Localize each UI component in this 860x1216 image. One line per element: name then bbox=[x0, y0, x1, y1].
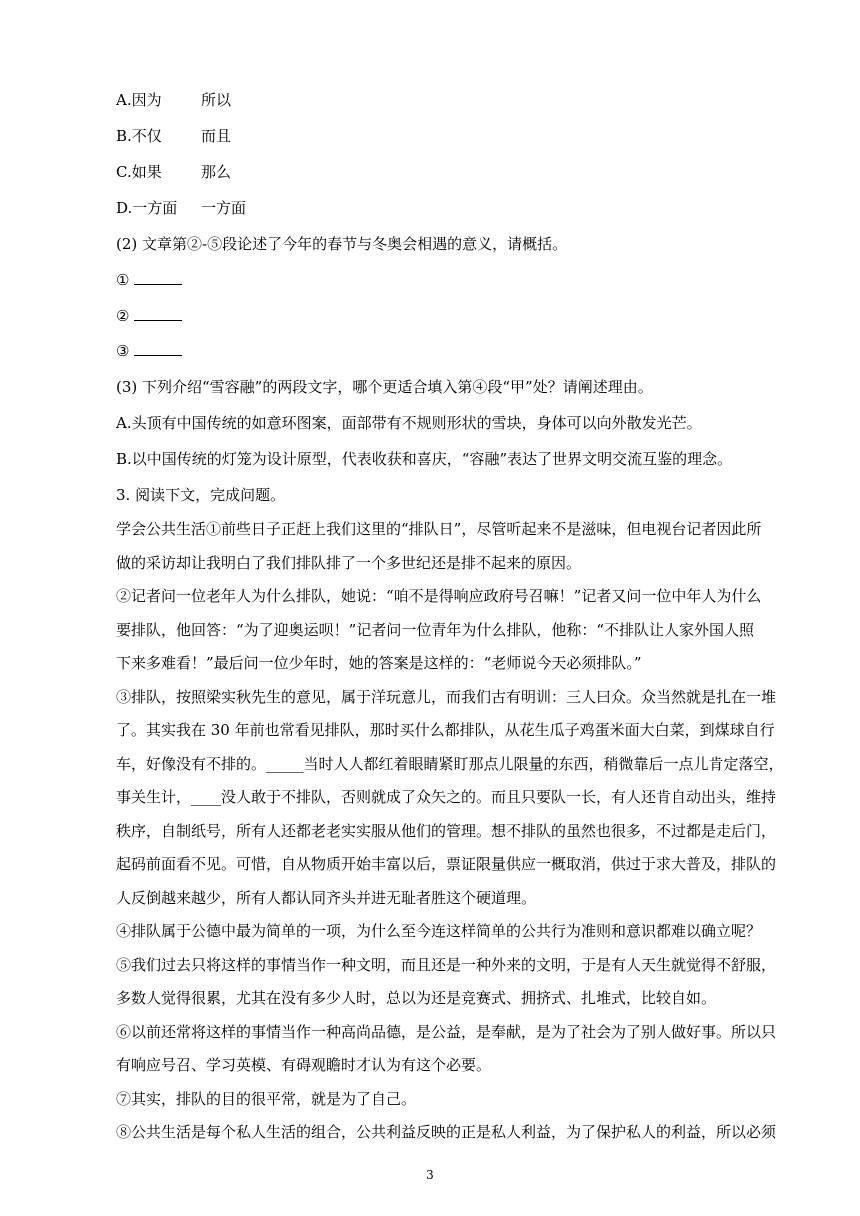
passage-line: 有响应号召、学习英模、有碍观瞻时才认为有这个必要。 bbox=[116, 1056, 492, 1074]
passage-line: 要排队，他回答：“为了迎奥运呗！”记者问一位青年为什么排队，他称：“不排队让人家外国人照 bbox=[116, 620, 755, 639]
question-3-option-b: B.以中国传统的灯笼为设计原型，代表收获和喜庆，“容融”表达了世界文明交流互鉴的理念。 bbox=[116, 450, 733, 468]
passage-line: 了。其实我在 30 年前也常看见排队，那时买什么都排队，从花生瓜子鸡蛋米面大白菜，到煤球自行 bbox=[116, 721, 775, 739]
option-second: 那么 bbox=[201, 163, 232, 181]
question-3-option-a: A.头顶有中国传统的如意环图案，面部带有不规则形状的雪块，身体可以向外散发光芒。 bbox=[116, 414, 702, 432]
passage-line: ④排队属于公德中最为简单的一项，为什么至今连这样简单的公共行为准则和意识都难以确立呢？ bbox=[116, 922, 762, 940]
passage-line: 学会公共生活①前些日子正赶上我们这里的“排队日”，尽管听起来不是滋味，但电视台记者因此所 bbox=[116, 520, 762, 538]
reading-passage bbox=[116, 519, 784, 1156]
answer-number: ② bbox=[116, 307, 130, 325]
option-letter: B.不仅 bbox=[116, 127, 162, 145]
passage-line: 起码前面看不见。可惜，自从物质开始丰富以后，票证限量供应一概取消，供过于求大普及，排队的 bbox=[116, 855, 777, 873]
passage-line: ⑥以前还常将这样的事情当作一种高尚品德，是公益，是奉献，是为了社会为了别人做好事。所以只 bbox=[116, 1022, 777, 1041]
option-second: 一方面 bbox=[201, 199, 247, 217]
option-d bbox=[116, 198, 246, 218]
passage-line: 多数人觉得很累，尤其在没有多少人时，总以为还是竞赛式、拥挤式、扎堆式，比较自如。 bbox=[116, 989, 717, 1007]
passage-line: 秩序，自制纸号，所有人还都老老实实服从他们的管理。想不排队的虽然也很多，不过都是走后门， bbox=[116, 821, 777, 840]
answer-line-3 bbox=[116, 341, 182, 361]
answer-line-2 bbox=[116, 306, 182, 326]
passage-line: ③排队，按照梁实秋先生的意见，属于洋玩意儿，而我们古有明训：三人曰众。众当然就是扎在一堆 bbox=[116, 687, 777, 706]
option-c bbox=[116, 162, 231, 182]
option-letter: D.一方面 bbox=[116, 199, 178, 217]
answer-number: ① bbox=[116, 271, 130, 289]
answer-number: ③ bbox=[116, 342, 130, 360]
question-2-prompt: (2) 文章第②-⑤段论述了今年的春节与冬奥会相遇的意义，请概括。 bbox=[116, 235, 568, 253]
passage-line: ⑦其实，排队的目的很平常，就是为了自己。 bbox=[116, 1089, 417, 1108]
passage-line: 事关生计，____没人敢于不排队，否则就成了众矢之的。而且只要队一长，有人还肯自动出头，维持 bbox=[116, 788, 777, 806]
passage-line: ②记者问一位老年人为什么排队，她说：“咱不是得响应政府号召嘛！”记者又问一位中年人为什么 bbox=[116, 587, 762, 605]
answer-line-1 bbox=[116, 270, 182, 290]
answer-blank bbox=[134, 270, 182, 285]
option-letter: A.因为 bbox=[116, 91, 162, 109]
passage-line: ⑤我们过去只将这样的事情当作一种文明，而且还是一种外来的文明，于是有人天生就觉得不舒服， bbox=[116, 955, 777, 974]
passage-line: 车，好像没有不排的。_____当时人人都红着眼睛紧盯那点儿限量的东西，稍微靠后一点儿肯定落空， bbox=[116, 754, 784, 773]
option-b bbox=[116, 126, 231, 146]
option-letter: C.如果 bbox=[116, 163, 162, 181]
option-second: 而且 bbox=[201, 127, 232, 145]
passage-line: 下来多难看！”最后问一位少年时，她的答案是这样的：“老师说今天必须排队。” bbox=[116, 654, 642, 672]
passage-line: ⑧公共生活是每个私人生活的组合，公共利益反映的正是私人利益，为了保护私人的利益，所以必须 bbox=[116, 1123, 777, 1141]
question-3-prompt: (3) 下列介绍“雪容融”的两段文字，哪个更适合填入第④段“甲”处？请阐述理由。 bbox=[116, 378, 653, 396]
option-a bbox=[116, 90, 231, 110]
page-number: 3 bbox=[426, 1168, 434, 1182]
option-second: 所以 bbox=[201, 91, 232, 109]
passage-line: 人反倒越来越少，所有人都认同齐头并进无耻者胜这个硬道理。 bbox=[116, 888, 537, 907]
answer-blank bbox=[134, 306, 182, 321]
answer-blank bbox=[134, 341, 182, 356]
passage-line: 做的采访却让我明白了我们排队排了一个多世纪还是排不起来的原因。 bbox=[116, 553, 582, 572]
section-3-heading: 3. 阅读下文，完成问题。 bbox=[116, 486, 286, 504]
